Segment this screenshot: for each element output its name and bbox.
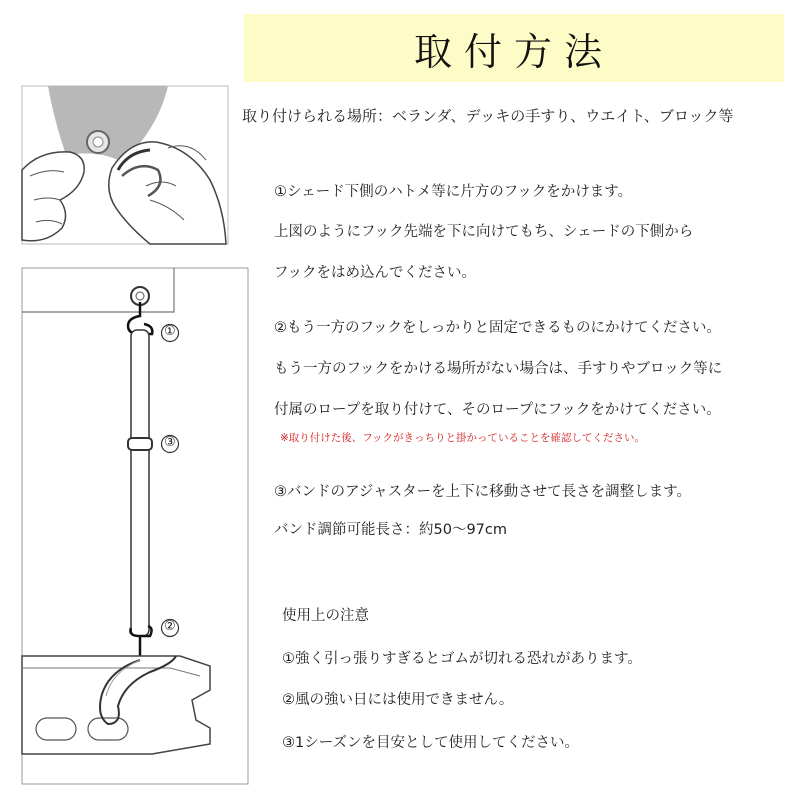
caution-heading: 使用上の注意	[282, 608, 369, 624]
caution-1: ①強く引っ張りすぎるとゴムが切れる恐れがあります。	[282, 651, 642, 667]
step2-warning-note: ※取り付けた後、フックがきっちりと掛かっていることを確認してください。	[280, 432, 646, 444]
caution-3: ③1シーズンを目安として使用してください。	[282, 735, 579, 751]
step2-line3: 付属のロープを取り付けて、そのロープにフックをかけてください。	[274, 402, 721, 418]
diagram-label-middle: ③	[164, 435, 176, 450]
caution-2: ②風の強い日には使用できません。	[282, 692, 514, 708]
step1-line3: フックをはめ込んでください。	[274, 265, 476, 281]
installation-places: 取り付けられる場所：ベランダ、デッキの手すり、ウエイト、ブロック等	[242, 107, 734, 125]
diagram-label-bottom: ②	[164, 619, 176, 634]
step2-line2: もう一方のフックをかける場所がない場合は、手すりやブロック等に	[274, 361, 723, 377]
band-length: バンド調節可能長さ：約50～97cm	[274, 522, 507, 538]
diagram-label-top: ①	[164, 324, 176, 339]
band-diagram	[22, 268, 248, 784]
page-title: 取付方法	[413, 29, 614, 74]
step1-line1: ①シェード下側のハトメ等に片方のフックをかけます。	[274, 184, 633, 200]
hook-hand-illustration	[22, 86, 228, 244]
step3-line1: ③バンドのアジャスターを上下に移動させて長さを調整します。	[274, 484, 691, 500]
step1-line2: 上図のようにフック先端を下に向けてもち、シェードの下側から	[274, 224, 694, 240]
step2-line1: ②もう一方のフックをしっかりと固定できるものにかけてください。	[274, 320, 721, 336]
